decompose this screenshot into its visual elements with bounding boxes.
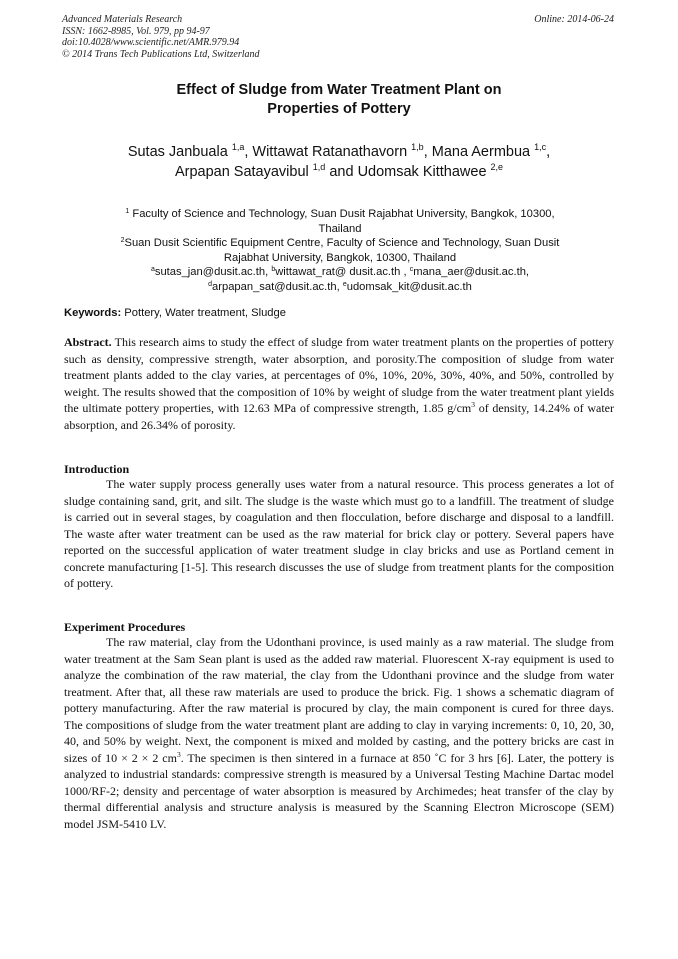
email-address: mana_aer@dusit.ac.th, [413, 266, 530, 279]
experiment-text: The raw material, clay from the Udonthani province, is used mainly as a raw material. The sludge from water treatment at the Sam Sean plant is used as the added raw material. Fluorescent X-ray equipment is used to analyze the combination of the raw material, the clay from the Udonthani province and the sludge from water treatment. After that, all these raw materials are used to produce the brick. Fig. 1 shows a schematic diagram of pottery manufacturing. After the raw material is procured by clay, the main component is cured for three days. The compositions of sludge from the water treatment plant are adding to clay in varying increments: 0, 10, 20, 30, 40, and 50% by weight. Next, the component is mixed and molded by casting, and the pottery bricks are cast in sizes of 10 × 2 × 2 cm [64, 635, 614, 765]
email-address: sutas_jan@dusit.ac.th, [154, 266, 272, 279]
author-separator: , [546, 144, 551, 160]
title-line-1: Effect of Sludge from Water Treatment Plant on [176, 82, 502, 98]
abstract-paragraph [64, 334, 614, 433]
author-list [64, 142, 614, 182]
affiliation-2-line-2: Rajabhat University, Bangkok, 10300, Thailand [223, 251, 457, 264]
experiment-paragraph [64, 634, 614, 832]
author-name: Udomsak Kitthawee [357, 164, 487, 180]
email-mark: e [342, 280, 347, 288]
email-address: udomsak_kit@dusit.ac.th [346, 280, 472, 293]
author-line-2 [64, 162, 614, 182]
affiliations [100, 207, 580, 295]
email-mark: c [409, 266, 414, 274]
introduction-heading: Introduction [64, 462, 130, 476]
experiment-heading: Experiment Procedures [64, 620, 186, 634]
author-affiliation-mark: 1,c [534, 142, 547, 152]
affiliation-mark: 1 [125, 208, 130, 215]
email-line-2 [100, 280, 580, 295]
author-separator: , [423, 144, 432, 160]
abstract [64, 334, 614, 433]
affiliation-1-line-1 [100, 207, 580, 222]
author-separator: and [325, 164, 358, 180]
experiment-superscript: 3 [176, 749, 181, 759]
affiliation-text: Faculty of Science and Technology, Suan Dusit Rajabhat University, Bangkok, 10300, [129, 208, 555, 220]
journal-doi: doi:10.4028/www.scientific.net/AMR.979.94 [62, 37, 240, 48]
paper-title [64, 81, 614, 119]
author-affiliation-mark: 1,b [411, 142, 424, 152]
title-line-2: Properties of Pottery [267, 101, 411, 117]
author-name: Wittawat Ratanathavorn [252, 144, 408, 160]
author-line-1 [64, 142, 614, 162]
journal-issn: ISSN: 1662-8985, Vol. 979, pp 94-97 [62, 25, 210, 37]
author-name: Sutas Janbuala [127, 144, 228, 160]
email-address: wittawat_rat@ dusit.ac.th , [275, 266, 410, 279]
abstract-text: This research aims to study the effect of sludge from water treatment plants on the properties of pottery such as density, compressive strength, water absorption, and porosity.The composition of sludge from water treatment plants added to the clay varies, at percentages of 0%, 10%, 20%, 30%, 40%, and 50%, controlled by weight. The results showed that the composition of 10% by weight of sludge from the water treatment plant yields the ultimate pottery properties, with 12.63 MPa of compressive strength, 1.85 g/cm [64, 335, 614, 415]
abstract-label: Abstract. [64, 335, 112, 349]
keywords-text: Pottery, Water treatment, Sludge [121, 307, 286, 319]
email-mark: b [271, 266, 276, 274]
keywords-label: Keywords: [64, 307, 122, 319]
author-separator: , [244, 144, 253, 160]
keywords [64, 306, 614, 320]
email-mark: a [150, 266, 155, 274]
journal-header [62, 14, 260, 60]
author-affiliation-mark: 1,d [312, 162, 326, 172]
affiliation-1-line-2: Thailand [318, 222, 362, 235]
online-date: Online: 2014-06-24 [534, 14, 614, 25]
affiliation-text: Suan Dusit Scientific Equipment Centre, Faculty of Science and Technology, Suan Dusit [124, 237, 560, 250]
author-affiliation-mark: 1,a [231, 142, 245, 152]
author-name: Arpapan Satayavibul [174, 164, 309, 180]
journal-copyright: © 2014 Trans Tech Publications Ltd, Switzerland [62, 48, 260, 60]
abstract-text-continued: of density, 14.24% of water absorption, and 26.34% of porosity. [64, 401, 614, 432]
experiment-text-continued: . The specimen is then sintered in a furnace at 850 ˚C for 3 hrs [6]. Later, the pottery is analyzed to industrial standards: compressive strength is measured by a Universal Testing Machine Dartac model 1000/RF-2; density and percentage of water absorption is measured by Archimedes; heat transfer of the clay by thermal differential analysis and structure analysis is measured by the Scanning Electron Microscope (SEM) model JSM-5410 LV. [64, 750, 614, 831]
abstract-superscript: 3 [471, 400, 475, 409]
email-line-1 [100, 265, 580, 280]
affiliation-2-line-1 [100, 236, 580, 251]
experiment-section [64, 634, 614, 832]
author-affiliation-mark: 2,e [490, 162, 504, 172]
introduction-section [64, 476, 614, 592]
email-mark: d [208, 280, 213, 288]
journal-name: Advanced Materials Research [62, 14, 183, 25]
introduction-paragraph: The water supply process generally uses water from a natural resource. This process generates a lot of sludge containing sand, grit, and silt. The sludge is the waste which must go to a landfill. The treatment of sludge is carried out in several stages, by coagulation and then flocculation, before discharge and disposal to a landfill. The waste after water treatment can be used as the raw material for brick clay or pottery. Several papers have reported on the successful application of water treatment sludge in clay bricks and use as Portland cement in concrete manufacturing [1-5]. This research discusses the use of sludge from treatment plants for the composition of pottery. [64, 477, 614, 590]
affiliation-mark: 2 [120, 237, 125, 245]
email-address: arpapan_sat@dusit.ac.th, [212, 280, 343, 293]
author-name: Mana Aermbua [431, 144, 531, 160]
